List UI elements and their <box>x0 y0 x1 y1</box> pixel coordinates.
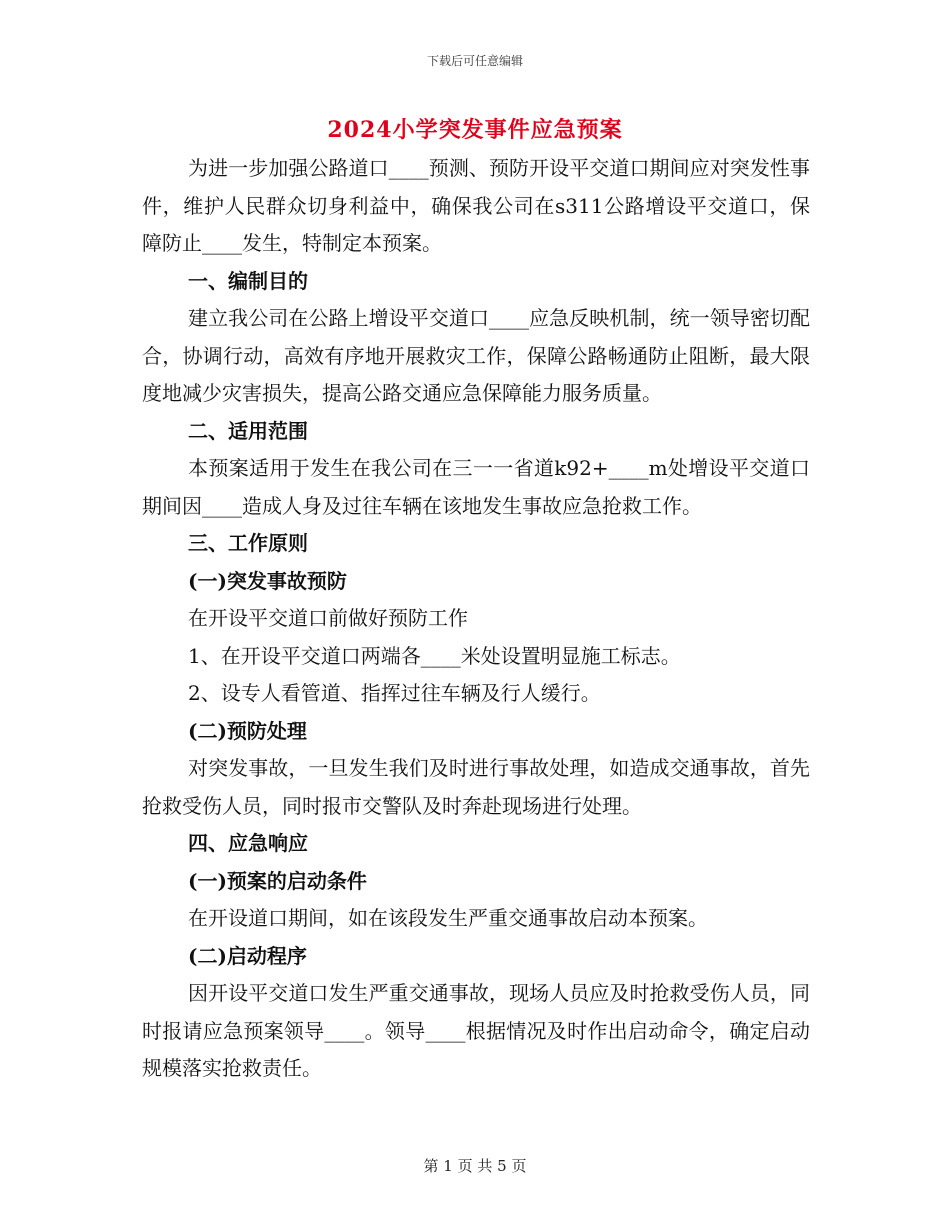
start-conditions-paragraph: 在开设道口期间，如在该段发生严重交通事故启动本预案。 <box>188 906 708 930</box>
section-heading-response: 四、应急响应 <box>188 831 308 855</box>
start-procedure-paragraph: 因开设平交道口发生严重交通事故，现场人员应及时抢救受伤人员，同时报请应急预案领导____。领导____根据情况及时作出启动命令，确定启动规模落实抢救责任。 <box>142 981 810 1080</box>
intro-paragraph: 为进一步加强公路道口____预测、预防开设平交道口期间应对突发性事件，维护人民群众切身利益中，确保我公司在s311公路增设平交道口，保障防止____发生，特制定本预案。 <box>142 156 810 255</box>
subheading-prevention-handling: (二)预防处理 <box>188 718 307 743</box>
subheading-start-conditions: (一)预案的启动条件 <box>188 868 367 893</box>
prevention-intro: 在开设平交道口前做好预防工作 <box>188 606 468 630</box>
prevention-item-2: 2、设专人看管道、指挥过往车辆及行人缓行。 <box>188 681 601 705</box>
document-body <box>142 150 810 1088</box>
document-title: 2024小学突发事件应急预案 <box>327 117 623 143</box>
prevention-item-1: 1、在开设平交道口两端各____米处设置明显施工标志。 <box>188 643 681 668</box>
subheading-accident-prevention: (一)突发事故预防 <box>188 568 347 593</box>
handling-paragraph: 对突发事故，一旦发生我们及时进行事故处理，如造成交通事故，首先抢救受伤人员，同时报市交警队及时奔赴现场进行处理。 <box>142 756 810 818</box>
section-heading-scope: 二、适用范围 <box>188 418 308 443</box>
section-heading-principles: 三、工作原则 <box>188 531 308 555</box>
purpose-paragraph: 建立我公司在公路上增设平交道口____应急反映机制，统一领导密切配合，协调行动，高效有序地开展救灾工作，保障公路畅通防止阻断，最大限度地减少灾害损失，提高公路交通应急保障能力服务质量。 <box>142 306 810 405</box>
header-note: 下载后可任意编辑 <box>426 54 523 68</box>
subheading-start-procedure: (二)启动程序 <box>188 943 307 968</box>
section-heading-purpose: 一、编制目的 <box>188 268 308 293</box>
page-footer: 第 1 页 共 5 页 <box>423 1157 527 1175</box>
scope-paragraph: 本预案适用于发生在我公司在三一一省道k92+____m处增设平交道口期间因____造成人身及过往车辆在该地发生事故应急抢救工作。 <box>142 456 810 518</box>
